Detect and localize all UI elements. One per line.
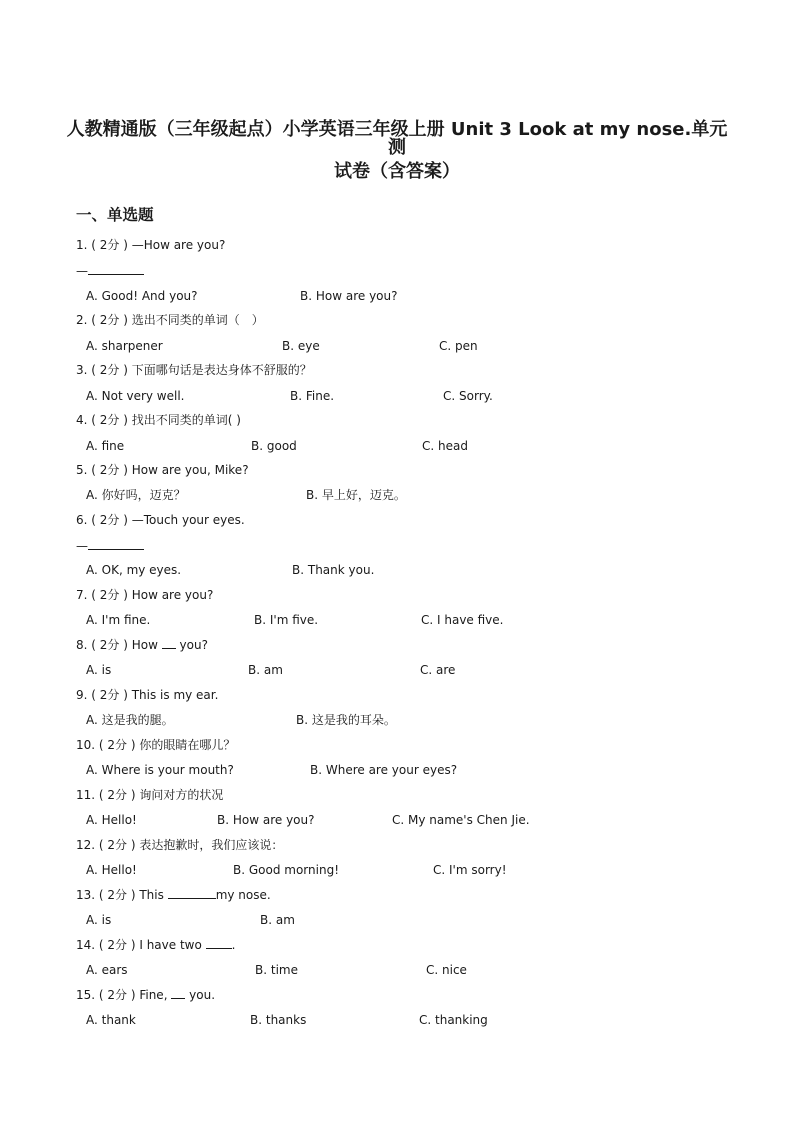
- question-text: 15. ( 2分 ) Fine,: [76, 988, 172, 1002]
- option-c[interactable]: C. thanking: [419, 1013, 488, 1027]
- option-b[interactable]: B. 早上好，迈克。: [306, 488, 406, 502]
- option-a[interactable]: A. fine: [86, 439, 125, 453]
- options-7: [86, 612, 746, 628]
- option-b[interactable]: B. Good morning!: [233, 863, 340, 877]
- question-13: [76, 887, 271, 903]
- question-7: 7. ( 2分 ) How are you?: [76, 588, 214, 602]
- blank-line: [88, 263, 144, 275]
- blank-line: [206, 937, 232, 949]
- option-b[interactable]: B. thanks: [250, 1013, 307, 1027]
- blank-line: [88, 538, 144, 550]
- options-10: [86, 762, 746, 778]
- option-b[interactable]: B. am: [260, 913, 295, 927]
- options-1: [86, 288, 746, 304]
- options-13: [86, 912, 746, 928]
- option-b[interactable]: B. How are you?: [217, 813, 315, 827]
- option-b[interactable]: B. 这是我的耳朵。: [296, 713, 396, 727]
- option-c[interactable]: C. I have five.: [421, 613, 504, 627]
- question-text: .: [231, 938, 236, 952]
- option-a[interactable]: A. Hello!: [86, 863, 137, 877]
- question-6: 6. ( 2分 ) —Touch your eyes.: [76, 513, 245, 527]
- option-b[interactable]: B. I'm five.: [254, 613, 319, 627]
- options-3: [86, 388, 746, 404]
- option-c[interactable]: C. are: [420, 663, 456, 677]
- option-a[interactable]: A. ears: [86, 963, 128, 977]
- option-c[interactable]: C. nice: [426, 963, 467, 977]
- option-a[interactable]: A. Where is your mouth?: [86, 763, 234, 777]
- option-a[interactable]: A. I'm fine.: [86, 613, 151, 627]
- option-c[interactable]: C. pen: [439, 339, 478, 353]
- option-b[interactable]: B. eye: [282, 339, 320, 353]
- options-6: [86, 562, 746, 578]
- options-4: [86, 438, 746, 454]
- option-b[interactable]: B. good: [251, 439, 297, 453]
- options-15: [86, 1012, 746, 1028]
- dash: —: [76, 539, 88, 553]
- option-a[interactable]: A. Not very well.: [86, 389, 185, 403]
- option-a[interactable]: A. OK, my eyes.: [86, 563, 182, 577]
- option-c[interactable]: C. My name's Chen Jie.: [392, 813, 530, 827]
- question-text: 14. ( 2分 ) I have two: [76, 938, 206, 952]
- question-5: 5. ( 2分 ) How are you, Mike?: [76, 463, 249, 477]
- question-14: [76, 937, 235, 953]
- option-a[interactable]: A. Good! And you?: [86, 289, 198, 303]
- question-3: 3. ( 2分 ) 下面哪句话是表达身体不舒服的？: [76, 363, 312, 377]
- option-a[interactable]: A. is: [86, 913, 112, 927]
- answer-blank-1: [76, 263, 144, 279]
- blank-line: [171, 987, 185, 999]
- option-a[interactable]: A. 这是我的腿。: [86, 713, 174, 727]
- option-a[interactable]: A. is: [86, 663, 112, 677]
- option-b[interactable]: B. Thank you.: [292, 563, 375, 577]
- document-title-line-1: 人教精通版（三年级起点）小学英语三年级上册 Unit 3 Look at my nose.单元测: [66, 119, 728, 158]
- dash: —: [76, 264, 88, 278]
- option-b[interactable]: B. Fine.: [290, 389, 335, 403]
- options-14: [86, 962, 746, 978]
- question-9: 9. ( 2分 ) This is my ear.: [76, 688, 219, 702]
- option-a[interactable]: A. 你好吗，迈克？: [86, 488, 186, 502]
- option-b[interactable]: B. time: [255, 963, 298, 977]
- question-15: [76, 987, 215, 1003]
- option-c[interactable]: C. I'm sorry!: [433, 863, 507, 877]
- document-title-line-2: 试卷（含答案）: [334, 161, 460, 182]
- question-8: [76, 637, 208, 653]
- options-9: [86, 712, 746, 728]
- question-text: 8. ( 2分 ) How: [76, 638, 162, 652]
- option-b[interactable]: B. am: [248, 663, 283, 677]
- option-b[interactable]: B. How are you?: [300, 289, 398, 303]
- question-1: 1. ( 2分 ) —How are you?: [76, 238, 226, 252]
- option-b[interactable]: B. Where are your eyes?: [310, 763, 458, 777]
- question-11: 11. ( 2分 ) 询问对方的状况: [76, 788, 224, 802]
- question-10: 10. ( 2分 ) 你的眼睛在哪儿？: [76, 738, 236, 752]
- question-2: 2. ( 2分 ) 选出不同类的单词（ ）: [76, 313, 264, 327]
- options-11: [86, 812, 746, 828]
- option-a[interactable]: A. thank: [86, 1013, 136, 1027]
- options-2: [86, 338, 746, 354]
- question-text: you?: [175, 638, 208, 652]
- blank-line: [168, 887, 216, 899]
- options-5: [86, 487, 746, 503]
- option-a[interactable]: A. Hello!: [86, 813, 137, 827]
- options-12: [86, 862, 746, 878]
- option-c[interactable]: C. head: [422, 439, 468, 453]
- question-12: 12. ( 2分 ) 表达抱歉时，我们应该说：: [76, 838, 284, 852]
- answer-blank-6: [76, 538, 144, 554]
- question-text: you.: [185, 988, 216, 1002]
- options-8: [86, 662, 746, 678]
- section-heading: 一、单选题: [76, 206, 154, 224]
- option-a[interactable]: A. sharpener: [86, 339, 163, 353]
- question-text: 13. ( 2分 ) This: [76, 888, 168, 902]
- question-4: 4. ( 2分 ) 找出不同类的单词( ): [76, 413, 241, 427]
- blank-line: [162, 637, 176, 649]
- option-c[interactable]: C. Sorry.: [443, 389, 493, 403]
- question-text: my nose.: [215, 888, 271, 902]
